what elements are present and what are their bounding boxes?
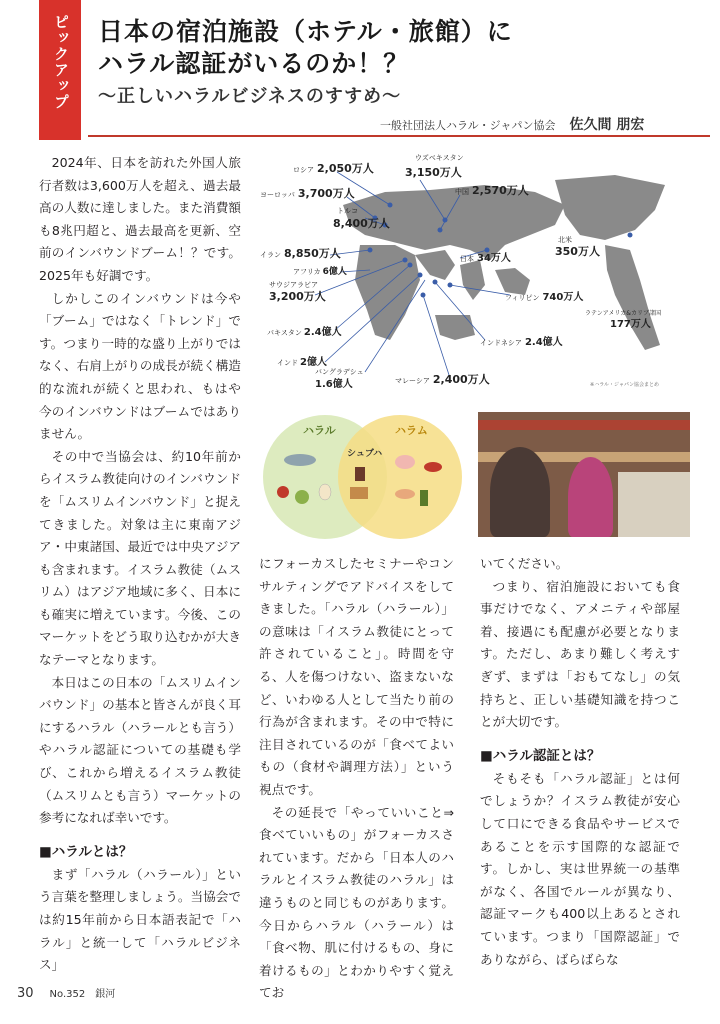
- heading-halal: ■ハラルとは？: [39, 843, 133, 860]
- map-label-malaysia: マレーシア 2,400万人: [395, 373, 490, 386]
- map-value-latin-america: 177万人: [610, 319, 651, 330]
- paragraph-8: いてください。: [480, 556, 569, 571]
- photo-shelf-top: [478, 420, 690, 430]
- venn-shubha-label: シュブハ: [347, 449, 383, 459]
- author-line: [380, 114, 710, 134]
- map-value-uzbekistan: 3,150万人: [405, 166, 462, 179]
- map-label-philippines: フィリピン 740万人: [505, 292, 584, 303]
- map-value-saudi: 3,200万人: [269, 290, 326, 303]
- paragraph-4: 本日はこの日本の「ムスリムインバウンド」の基本と皆さんが良く耳にするハラル（ハラールとも言う）やハラル認証についての基礎も学び、これから増えるイスラム教徒（ムスリムとも言う）マーケットの参考になれば幸いです。: [39, 674, 241, 826]
- photo-person-left: [490, 447, 550, 537]
- article-title: [98, 16, 513, 80]
- paragraph-9: つまり、宿泊施設においても食事だけでなく、アメニティや部屋着、接遇にも配慮が必要となります。ただし、あまり難しく考えすぎず、まずは「おもてなし」の気持ちと、正しい基礎知識を持つことが大切です。: [480, 578, 680, 730]
- map-label-north-america: 北米: [558, 236, 572, 244]
- paragraph-2: しかしこのインバウンドは今や「ブーム」ではなく「トレンド」です。つまり一時的な盛り上がりではなく、右肩上がりの成長が続く構造的な流れが続くと思われ、もはや今のインバウンドはブームではありません。: [39, 290, 241, 442]
- photo-person-right: [568, 457, 613, 537]
- map-label-pakistan: パキスタン 2.4億人: [267, 327, 342, 338]
- paragraph-6: にフォーカスしたセミナーやコンサルティングでアドバイスをしてきました。「ハラル（ハラール）」の意味は「イスラム教徒にとって許されていること」。時間を守る、人を傷つけない、盗まないなど、いわゆる人として当たり前の行為が含まれます。その中で特に注目されているのが「食べてよいもの（食材や調理方法）」という視点です。: [259, 556, 454, 797]
- author-name: 佐久間 朋宏: [569, 117, 645, 133]
- map-label-japan: 日本 34万人: [460, 253, 511, 264]
- heading-halal-cert: ■ハラル認証とは？: [480, 747, 601, 764]
- map-label-china: 中国 2,570万人: [455, 184, 529, 197]
- map-value-turkey: 8,400万人: [333, 217, 390, 230]
- map-label-uzbekistan: ウズベキスタン: [415, 154, 464, 162]
- map-label-bangladesh: バングラデシュ: [315, 368, 364, 376]
- map-label-europe: ヨーロッパ 3,700万人: [260, 187, 355, 200]
- column-1: [39, 152, 241, 977]
- paragraph-10: そもそも「ハラル認証」とは何でしょうか？イスラム教徒が安心して口にできる食品やサービスであることを示す国際的な認証です。しかし、実は世界統一の基準がなく、各国でルールが異なり、認証マークも400以上あるとされています。つまり「国際認証」でありながら、ばらばらな: [480, 770, 680, 967]
- paragraph-7: その延長で「やっていいこと⇒食べていいもの」がフォーカスされています。だから「日本人のハラルとイスラム教徒のハラル」は違うものと同じものがあります。今日からハラル（ハラール）は「食べ物、肌に付けるもの、身に着けるもの」とわかりやすく覚えてお: [259, 804, 454, 1001]
- map-label-indonesia: インドネシア 2.4億人: [480, 337, 563, 348]
- page-number: 30: [17, 986, 34, 1001]
- photo-counter: [618, 472, 690, 537]
- halal-haram-venn: [255, 412, 470, 542]
- author-org: 一般社団法人ハラル・ジャパン協会: [380, 119, 556, 132]
- market-photo: [478, 412, 690, 537]
- title-line-1: 日本の宿泊施設（ホテル・旅館）に: [98, 17, 513, 46]
- paragraph-3: その中で当協会は、約10年前からイスラム教徒向けのインバウンドを「ムスリムインバウンド」と捉えてきました。対象は主に東南アジア・中東諸国、最近では中央アジアも含まれます。イスラム教徒（ムスリム）はアジア地域に多く、日本にも確実に増えています。今後、このマーケットをどう取り込むかが大きなテーマとなります。: [39, 448, 241, 668]
- column-2: [259, 553, 454, 1005]
- column-3: [480, 553, 680, 971]
- paragraph-5: まず「ハラル（ハラール）」という言葉を整理しましょう。当協会では約15年前から日本語表記で「ハラル」と統一して「ハラルビジネス」: [39, 866, 241, 973]
- map-label-saudi: サウジアラビア: [269, 281, 318, 289]
- map-label-turkey: トルコ: [337, 207, 358, 215]
- map-credit: ※ハラル・ジャパン協会まとめ: [590, 382, 659, 388]
- map-value-bangladesh: 1.6億人: [315, 379, 353, 390]
- map-label-india: インド 2億人: [277, 357, 327, 368]
- map-value-north-america: 350万人: [555, 245, 600, 258]
- pickup-tag-label: ピックアップ: [52, 14, 70, 110]
- paragraph-1: 2024年、日本を訪れた外国人旅行者数は3,600万人を超え、過去最高の人数に達しました。また消費額も8兆円超と、過去最高を更新、空前のインバウンドブーム！？です。2025年も好調です。: [39, 155, 241, 283]
- article-subtitle: 〜正しいハラルビジネスのすすめ〜: [98, 86, 402, 107]
- pickup-tag: [39, 0, 81, 140]
- header-rule: [88, 135, 710, 137]
- issue-label: No.352 銀河: [49, 989, 116, 1000]
- map-label-iran: イラン 8,850万人: [260, 247, 341, 260]
- map-label-russia: ロシア 2,050万人: [293, 162, 374, 175]
- title-line-2: ハラル認証がいるのか！？: [98, 49, 410, 78]
- venn-halal-label: ハラル: [303, 424, 336, 437]
- muslim-population-map: [255, 150, 715, 395]
- map-label-africa: アフリカ 6億人: [293, 267, 347, 277]
- venn-haram-label: ハラム: [395, 424, 428, 437]
- page-footer: [17, 985, 115, 1001]
- map-label-latin-america: ラテンアメリカ&カリブ諸国: [585, 310, 661, 317]
